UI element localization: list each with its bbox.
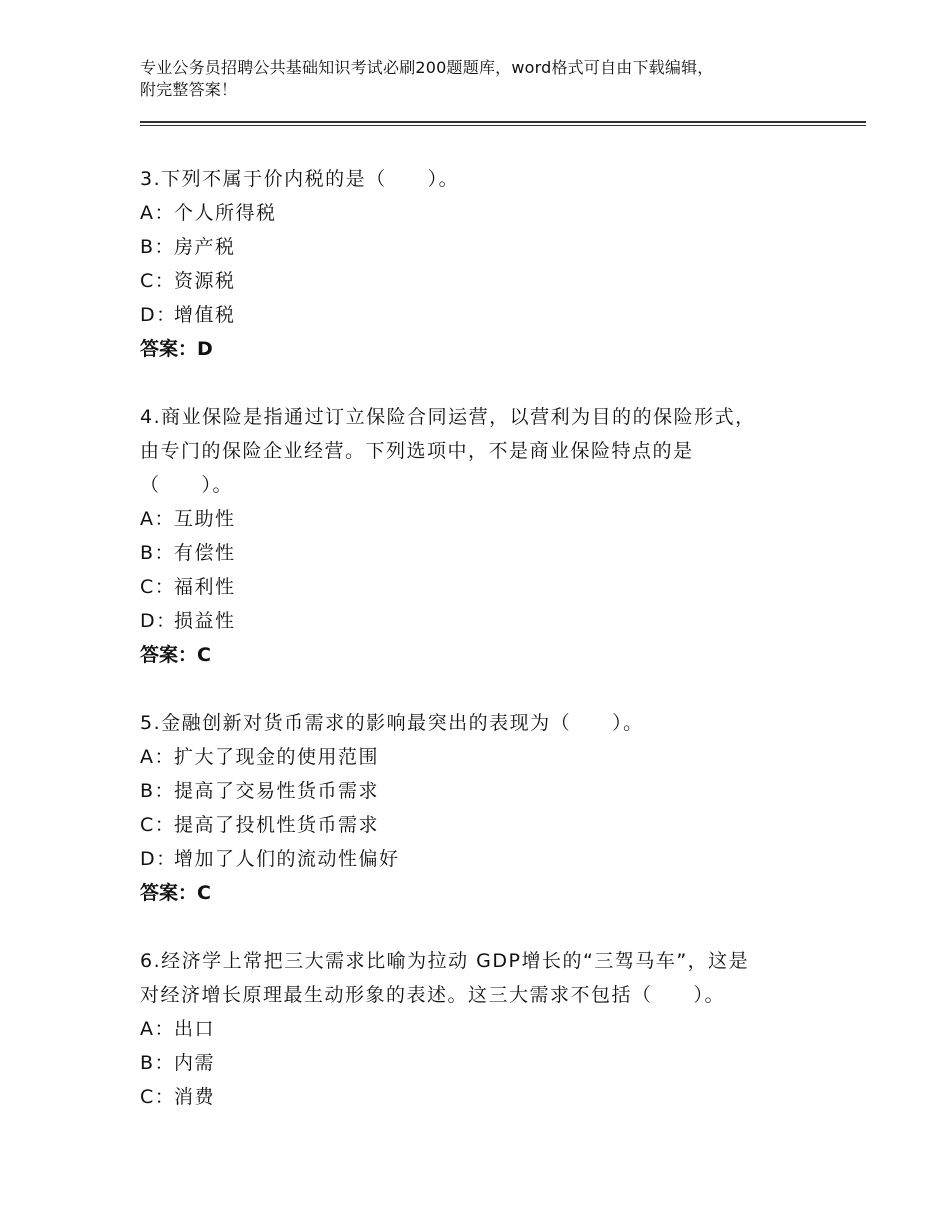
question-text-line-1: 6.经济学上常把三大需求比喻为拉动 GDP增长的“三驾马车”，这是 — [140, 950, 750, 972]
option-letter: C： — [140, 270, 176, 292]
option-text: 提高了投机性货币需求 — [174, 814, 380, 836]
option-b — [140, 1046, 820, 1080]
header-divider-thin — [140, 125, 866, 126]
option-letter: C： — [140, 814, 176, 836]
option-letter: A： — [140, 1018, 175, 1040]
question-list — [140, 162, 820, 1114]
question-text-line-2: 由专门的保险企业经营。下列选项中，不是商业保险特点的是 — [140, 440, 694, 462]
option-a — [140, 1012, 820, 1046]
option-letter: C： — [140, 1086, 176, 1108]
option-letter: B： — [140, 780, 176, 802]
answer-line: 答案：C — [140, 882, 211, 904]
question-3 — [140, 162, 820, 366]
option-text: 互助性 — [174, 508, 236, 530]
option-text: 扩大了现金的使用范围 — [174, 746, 380, 768]
option-b — [140, 774, 820, 808]
option-c — [140, 264, 820, 298]
document-header — [140, 57, 820, 101]
option-letter: A： — [140, 746, 175, 768]
option-c — [140, 1080, 820, 1114]
option-text: 提高了交易性货币需求 — [174, 780, 380, 802]
option-letter: B： — [140, 542, 176, 564]
option-letter: B： — [140, 236, 176, 258]
option-c — [140, 808, 820, 842]
option-b — [140, 230, 820, 264]
question-text-line-2: 对经济增长原理最生动形象的表述。这三大需求不包括（ ）。 — [140, 984, 726, 1006]
question-text: 5.金融创新对货币需求的影响最突出的表现为（ ）。 — [140, 712, 644, 734]
header-line-2: 附完整答案！ — [140, 80, 238, 99]
option-letter: D： — [140, 304, 177, 326]
option-text: 有偿性 — [174, 542, 236, 564]
option-d — [140, 604, 820, 638]
question-text-line-1: 4.商业保险是指通过订立保险合同运营，以营利为目的的保险形式， — [140, 406, 756, 428]
question-text: 3.下列不属于价内税的是（ ）。 — [140, 168, 460, 190]
option-letter: C： — [140, 576, 176, 598]
option-letter: A： — [140, 508, 175, 530]
option-c — [140, 570, 820, 604]
option-a — [140, 502, 820, 536]
question-text-line-3: （ ）。 — [140, 474, 234, 496]
question-6 — [140, 944, 820, 1114]
option-a — [140, 196, 820, 230]
answer-line: 答案：C — [140, 644, 211, 666]
option-text: 资源税 — [174, 270, 236, 292]
option-a — [140, 740, 820, 774]
option-d — [140, 298, 820, 332]
header-line-1: 专业公务员招聘公共基础知识考试必刷200题题库，word格式可自由下载编辑， — [140, 58, 714, 77]
option-letter: B： — [140, 1052, 176, 1074]
answer-line: 答案：D — [140, 338, 213, 360]
option-text: 福利性 — [174, 576, 236, 598]
option-letter: A： — [140, 202, 175, 224]
option-text: 个人所得税 — [174, 202, 277, 224]
option-letter: D： — [140, 610, 177, 632]
option-letter: D： — [140, 848, 177, 870]
option-b — [140, 536, 820, 570]
option-text: 内需 — [174, 1052, 216, 1074]
option-text: 增加了人们的流动性偏好 — [174, 848, 400, 870]
question-4 — [140, 400, 820, 672]
option-text: 房产税 — [174, 236, 236, 258]
option-text: 出口 — [174, 1018, 216, 1040]
header-divider-thick — [140, 121, 866, 123]
option-text: 消费 — [174, 1086, 216, 1108]
question-5 — [140, 706, 820, 910]
option-text: 增值税 — [174, 304, 236, 326]
option-text: 损益性 — [174, 610, 236, 632]
option-d — [140, 842, 820, 876]
